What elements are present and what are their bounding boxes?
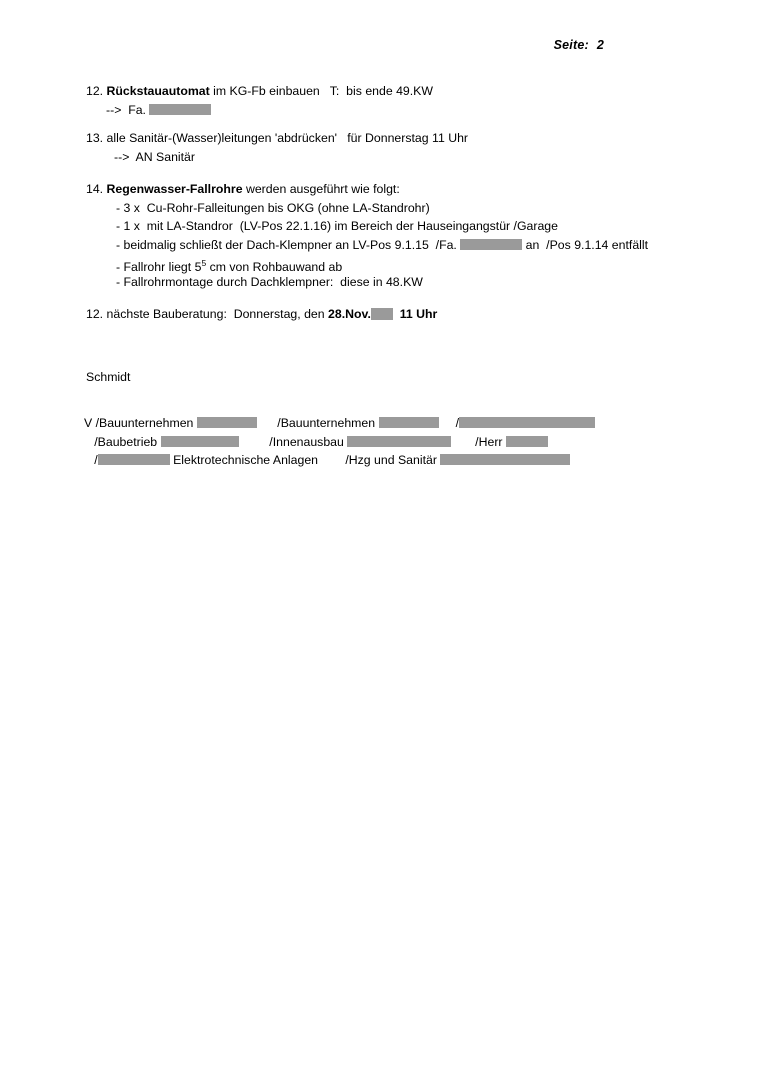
document-body (86, 82, 686, 324)
item-14-bullet-3-after: an /Pos 9.1.14 entfällt (522, 237, 649, 252)
item-14-bullet-4-after: cm von Rohbauwand ab (206, 260, 343, 275)
item-14-bullet-3-before: - beidmalig schließt der Dach-Klempner an LV-Pos 9.1.15 /Fa. (116, 237, 461, 252)
page-header-label: Seite: (553, 38, 589, 52)
dist-row2-prefix: /Baubetrieb (84, 434, 161, 449)
item-12b-before: nächste Bauberatung: Donnerstag, den (106, 307, 329, 321)
item-12-sub-text: --> Fa. (106, 102, 150, 117)
redaction-bar (459, 417, 595, 428)
redaction-bar (149, 104, 211, 115)
item-14-main (86, 180, 686, 199)
dist-row1-mid2: / (438, 416, 459, 430)
redaction-bar (347, 436, 451, 447)
redaction-bar (98, 454, 170, 465)
distribution-list (84, 414, 704, 470)
item-14-title: Regenwasser-Fallrohre (106, 182, 243, 196)
item-13-sub (86, 148, 686, 167)
redaction-bar (440, 454, 570, 465)
item-13-number: 13. (86, 131, 104, 145)
item-12b-main (86, 305, 686, 324)
signature-name: Schmidt (86, 370, 131, 384)
item-14-bullet-3 (86, 236, 686, 255)
dist-row2-mid1: /Innenausbau (238, 434, 348, 449)
dist-row3-prefix: / (84, 453, 98, 467)
item-12b-number: 12. (86, 307, 104, 321)
item-14-bullet-2: - 1 x mit LA-Standror (LV-Pos 22.1.16) im Bereich der Hauseingangstür /Garage (116, 219, 558, 233)
redaction-bar (197, 417, 257, 428)
item-13-text: alle Sanitär-(Wasser)leitungen 'abdrücken' für Donnerstag 11 Uhr (106, 131, 469, 145)
item-12b-after: 11 Uhr (392, 307, 438, 321)
list-item-12 (86, 82, 686, 119)
item-14-number: 14. (86, 182, 104, 196)
item-14-bullet-1: - 3 x Cu-Rohr-Falleitungen bis OKG (ohne LA-Standrohr) (116, 200, 430, 215)
item-12-main (86, 82, 686, 101)
item-12b-date: 28.Nov. (328, 307, 371, 321)
distribution-row-1 (84, 414, 704, 433)
redaction-bar (379, 417, 439, 428)
item-14-rest: werden ausgeführt wie folgt: (242, 182, 400, 196)
dist-row1-prefix: V /Bauunternehmen (84, 416, 197, 430)
list-item-13 (86, 129, 686, 166)
redaction-bar (460, 239, 522, 250)
item-13-sub-text: --> AN Sanitär (114, 149, 195, 164)
page-number: 2 (596, 38, 604, 52)
redaction-bar (371, 308, 393, 320)
item-13-main (86, 129, 686, 148)
redaction-bar (161, 436, 239, 447)
list-item-12b (86, 305, 686, 324)
redaction-bar (506, 436, 548, 447)
item-14-bullet-4 (86, 254, 686, 273)
page-header (0, 38, 760, 52)
distribution-row-2 (84, 433, 704, 452)
item-14-bullet-5: - Fallrohrmontage durch Dachklempner: diese in 48.KW (116, 274, 423, 289)
dist-row1-mid1: /Bauunternehmen (256, 416, 379, 430)
distribution-row-3 (84, 451, 704, 470)
item-14-bullet-4-sup: 5 (201, 258, 207, 268)
dist-row3-mid1: Elektrotechnische Anlagen /Hzg und Sanitär (169, 453, 441, 467)
list-item-14 (86, 180, 686, 291)
item-12-sub (86, 101, 686, 120)
item-12-number: 12. (86, 84, 104, 98)
item-12-title: Rückstauautomat (106, 84, 210, 98)
dist-row2-mid2: /Herr (451, 434, 506, 449)
item-12-rest: im KG-Fb einbauen T: bis ende 49.KW (209, 84, 433, 98)
item-14-bullet-4-before: - Fallrohr liegt 5 (116, 260, 202, 275)
